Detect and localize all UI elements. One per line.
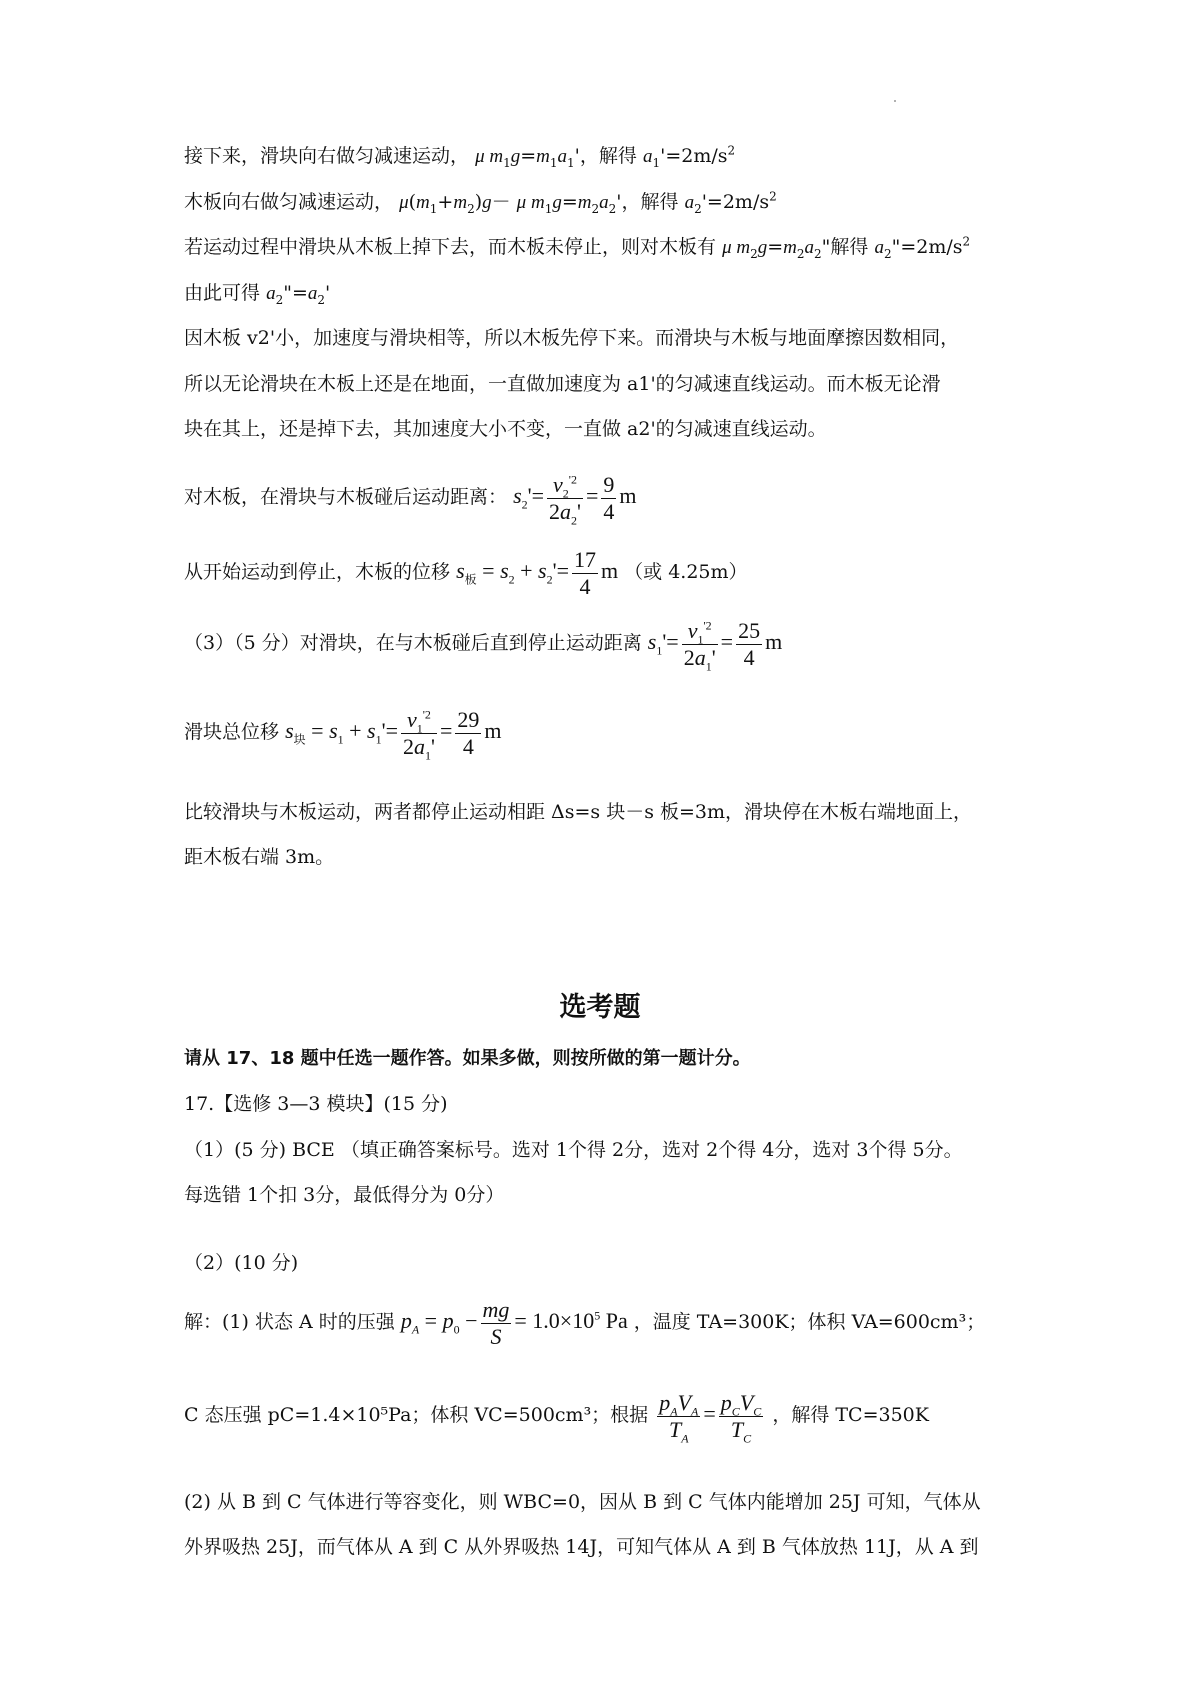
text: ，温度 TA=300K；体积 VA=600cm³； (633, 1311, 986, 1333)
text: （或 4.25m） (624, 561, 748, 583)
text: 木板向右做匀减速运动， (184, 191, 394, 213)
question-17-part-2: （2）(10 分) (184, 1252, 299, 1274)
paragraph-line-3: 块在其上，还是掉下去，其加速度大小不变，一直做 a2'的匀减速直线运动。 (184, 418, 827, 440)
text: 解：(1) 状态 A 时的压强 (184, 1311, 395, 1333)
question-17-part-1-scoring: 每选错 1个扣 3分，最低得分为 0分） (184, 1184, 505, 1206)
paragraph-line-1: 因木板 v2'小，加速度与滑块相等，所以木板先停下来。而滑块与木板与地面摩擦因数相同， (184, 327, 960, 349)
paragraph-line-2: 所以无论滑块在木板上还是在地面，一直做加速度为 a1'的匀减速直线运动。而木板无论滑 (184, 373, 941, 395)
instruction-note: 请从 17、18 题中任选一题作答。如果多做，则按所做的第一题计分。 (184, 1048, 751, 1069)
text: 由此可得 (184, 282, 261, 304)
text: ，解得 (579, 145, 637, 167)
text: C 态压强 pC=1.4×10⁵Pa；体积 VC=500cm³；根据 (184, 1404, 649, 1426)
line-slider-deceleration: 接下来，滑块向右做匀减速运动， μ $m_1g=m_1a_1'$，解得 $a_1'=2m/s^2$ (184, 143, 736, 170)
text: 若运动过程中滑块从木板上掉下去，而木板未停止，则对木板有 (184, 236, 717, 258)
line-board-displacement: 从开始运动到停止，木板的位移 $s_板 = s_2 + s_2'=$ $\frac{17}{4}$ m （或 4.25m） (184, 546, 748, 599)
text: 解得 (830, 236, 869, 258)
part-2-line-1: (2) 从 B 到 C 气体进行等容变化，则 WBC=0，因从 B 到 C 气体内能增加 25J 可知，气体从 (184, 1491, 981, 1513)
text: ，解得 (621, 191, 679, 213)
line-state-a: 解：(1) 状态 A 时的压强 $p_A = p_0$ − $\frac{mg}{S}$ = $1.0\times 10^5$ Pa ，温度 TA=300K；体积 VA=600cm³； (184, 1296, 986, 1349)
text: ，解得 TC=350K (772, 1404, 929, 1426)
line-slider-total: 滑块总位移 $s_块 = s_1 + s_1'=$ $\frac{v_1^{'2}}{2a_1'}$ = $\frac{29}{4}$ m (184, 706, 502, 762)
question-17-header: 17.【选修 3—3 模块】(15 分) (184, 1093, 448, 1115)
text: 从开始运动到停止，木板的位移 (184, 561, 451, 583)
scan-speck (894, 100, 896, 102)
question-17-part-1: （1）(5 分) BCE （填正确答案标号。选对 1个得 2分，选对 2个得 4分，选对 3个得 5分。 (184, 1139, 963, 1161)
line-part3-slider-distance: （3）（5 分）对滑块，在与木板碰后直到停止运动距离 $s_1'=$ $\frac{v_1^{'2}}{2a_1'}$ = $\frac{25}{4}$ m (184, 617, 783, 673)
line-state-c: C 态压强 pC=1.4×10⁵Pa；体积 VC=500cm³；根据 $\frac{p_AV_A}{T_A}$ = $\frac{p_CV_C}{T_C}$ ，解得 TC=350K (184, 1389, 929, 1445)
line-board-distance: 对木板，在滑块与木板碰后运动距离： $s_2'=$ $\frac{v_2^{'2}}{2a_2'}$ = $\frac{9}{4}$ m (184, 471, 637, 527)
text: 滑块总位移 (184, 721, 280, 743)
line-thus: 由此可得 $a_2"=a_2'$ (184, 282, 331, 307)
line-board-deceleration: 木板向右做匀减速运动， $\mu(m_1+m_2)g- \mu$ $m_1g=m_2a_2'$，解得 $a_2'=2m/s^2$ (184, 189, 777, 216)
paragraph-compare: 比较滑块与木板运动，两者都停止运动相距 Δs=s 块－s 板=3m，滑块停在木板右端地面上， (184, 801, 973, 823)
part-2-line-2: 外界吸热 25J，而气体从 A 到 C 从外界吸热 14J，可知气体从 A 到 B 气体放热 11J，从 A 到 (184, 1536, 979, 1558)
line-slider-falls-off: 若运动过程中滑块从木板上掉下去，而木板未停止，则对木板有 μ $m_2g=m_2a_2$"解得 $a_2"=2m/s^2$ (184, 234, 971, 261)
paragraph-distance: 距木板右端 3m。 (184, 846, 335, 868)
text: 对木板，在滑块与木板碰后运动距离： (184, 486, 508, 508)
section-title: 选考题 (559, 992, 641, 1023)
text: （3）（5 分）对滑块，在与木板碰后直到停止运动距离 (184, 632, 642, 654)
text: 接下来，滑块向右做匀减速运动， (184, 145, 470, 167)
